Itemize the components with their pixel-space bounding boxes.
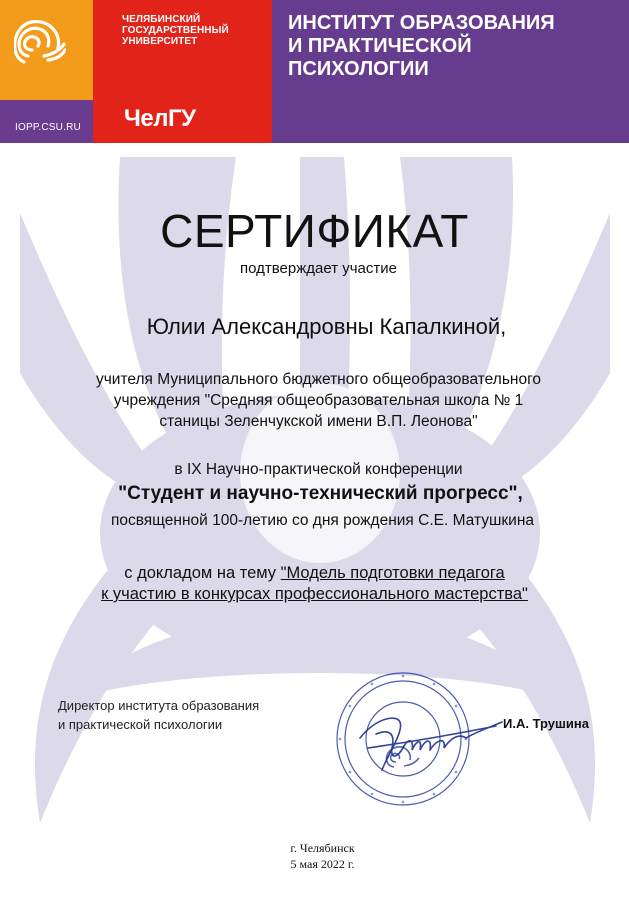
certificate-title: СЕРТИФИКАТ	[160, 205, 469, 257]
report-prefix: с докладом на тему	[124, 564, 281, 582]
conference-name: "Студент и научно-технический прогресс",	[118, 483, 523, 504]
recipient-name: Юлии Александровны Капалкиной,	[146, 314, 507, 339]
report-topic-line2: к участию в конкурсах профессионального мастерства"	[101, 585, 528, 603]
certificate-subtitle: подтверждает участие	[239, 260, 397, 277]
university-name: ЧЕЛЯБИНСКИЙ ГОСУДАРСТВЕННЫЙ УНИВЕРСИТЕТ	[122, 14, 229, 47]
brand-logo-text: ЧелГУ	[124, 105, 196, 132]
report-topic-line1: "Модель подготовки педагога	[280, 564, 505, 582]
certificate-header	[0, 0, 629, 143]
recipient-position: учителя Муниципального бюджетного общеобразовательного учреждения "Средняя общеобразовательная школа № 1 станицы Зеленчукской имени В.П. Леонова"	[95, 371, 542, 430]
report-topic	[0, 563, 629, 605]
conference-dedication: посвященной 100-летию со дня рождения С.Е. Матушкина	[110, 512, 535, 529]
site-url: IOPP.CSU.RU	[15, 122, 81, 133]
director-title: Директор института образования и практической психологии	[58, 698, 260, 732]
conference-intro: в IX Научно-практической конференции	[174, 461, 463, 478]
issue-date: 5 мая 2022 г.	[290, 857, 355, 871]
shell-logo-icon	[14, 20, 66, 64]
institute-name: ИНСТИТУТ ОБРАЗОВАНИЯ И ПРАКТИЧЕСКОЙ ПСИХОЛОГИИ	[288, 12, 555, 80]
issue-city: г. Челябинск	[290, 841, 355, 855]
handwritten-signature	[356, 708, 506, 778]
signer-name: И.А. Трушина	[503, 716, 589, 731]
